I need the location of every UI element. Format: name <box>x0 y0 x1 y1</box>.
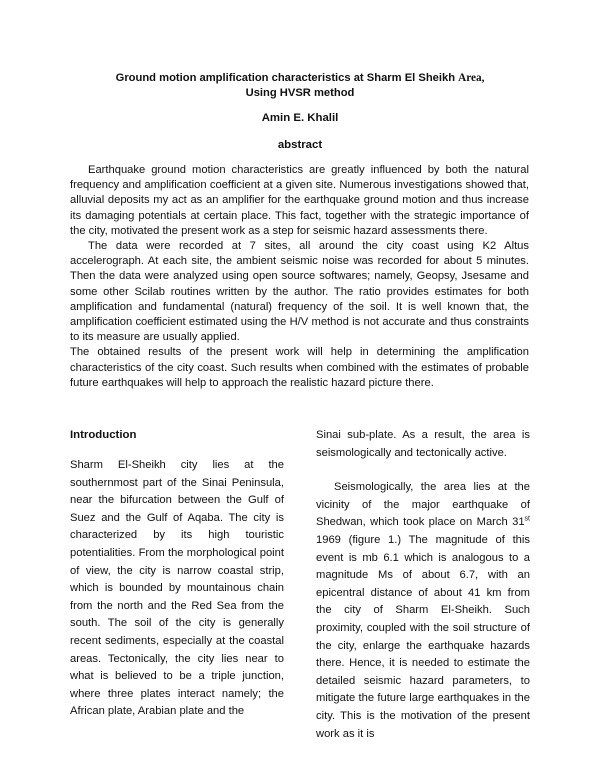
title-line-1-tail: Area, <box>458 72 485 84</box>
introduction-right-paragraph-1: Sinai sub-plate. As a result, the area is seismologically and tectonically active. <box>316 429 530 459</box>
left-column <box>70 428 284 721</box>
paper-title <box>70 71 530 101</box>
title-line-1: Ground motion amplification characteristics at Sharm El Sheikh Area, <box>115 72 485 84</box>
introduction-left-text: Sharm El-Sheikh city lies at the southernmost part of the Sinai Peninsula, near the bifurcation between the Gulf of Suez and the Gulf of Aqaba. The city is characterized by its high touristic potentialities. From the morphological point of view, the city is narrow coastal strip, which is bounded by mountainous chain from the north and the Red Sea from the south. The soil of the city is generally recent sediments, especially at the coastal areas. Tectonically, the city lies near to what is believed to be a triple junction, where three plates interact namely; the African plate, Arabian plate and the <box>70 459 284 718</box>
abstract-paragraph-3: The obtained results of the present work will help in determining the amplification characteristics of the city coast. Such results when combined with the estimates of probable future earthquakes will help to approach the realistic hazard picture there. <box>70 346 529 389</box>
introduction-right-paragraph-2: Seismologically, the area lies at the vicinity of the major earthquake of Shedwan, which took place on March 31st 1969 (figure 1.) The magnitude of this event is mb 6.1 which is analogous to a magnitude Ms of about 6.7, with an epicentral distance of about 41 km from the city of Sharm El-Sheikh. Such proximity, coupled with the soil structure of the city, enlarge the earthquake hazards there. Hence, it is needed to estimate the detailed seismic hazard parameters, to mitigate the future large earthquakes in the city. This is the motivation of the present work as it is <box>316 481 530 740</box>
abstract-heading: abstract <box>277 139 323 151</box>
abstract-paragraph-2: The data were recorded at 7 sites, all around the city coast using K2 Altus accelerograph. At each site, the ambient seismic noise was recorded for about 5 minutes. Then the data were analyzed using open source softwares; namely, Geopsy, Jsesame and some other Scilab routines written by the author. The ratio provides estimates for both amplification and fundamental (natural) frequency of the soil. It is well known that, the amplification coefficient estimated using the H/V method is not accurate and thus constraints to its measure are usually applied. <box>70 240 529 344</box>
abstract-paragraph-1: Earthquake ground motion characteristics are greatly influenced by both the natural frequency and amplification coefficient at a given site. Numerous investigations showed that, alluvial deposits my act as an amplifier for the earthquake ground motion and thus increase its damaging potentials at certain place. This fact, together with the strategic importance of the city, motivated the present work as a step for seismic hazard assessments there. <box>70 164 529 237</box>
introduction-heading: Introduction <box>70 429 137 441</box>
title-line-2: Using HVSR method <box>245 87 355 99</box>
author-name: Amin E. Khalil <box>261 112 339 124</box>
abstract-body <box>70 163 529 391</box>
right-column <box>316 427 530 743</box>
ordinal-superscript: st <box>524 515 530 523</box>
